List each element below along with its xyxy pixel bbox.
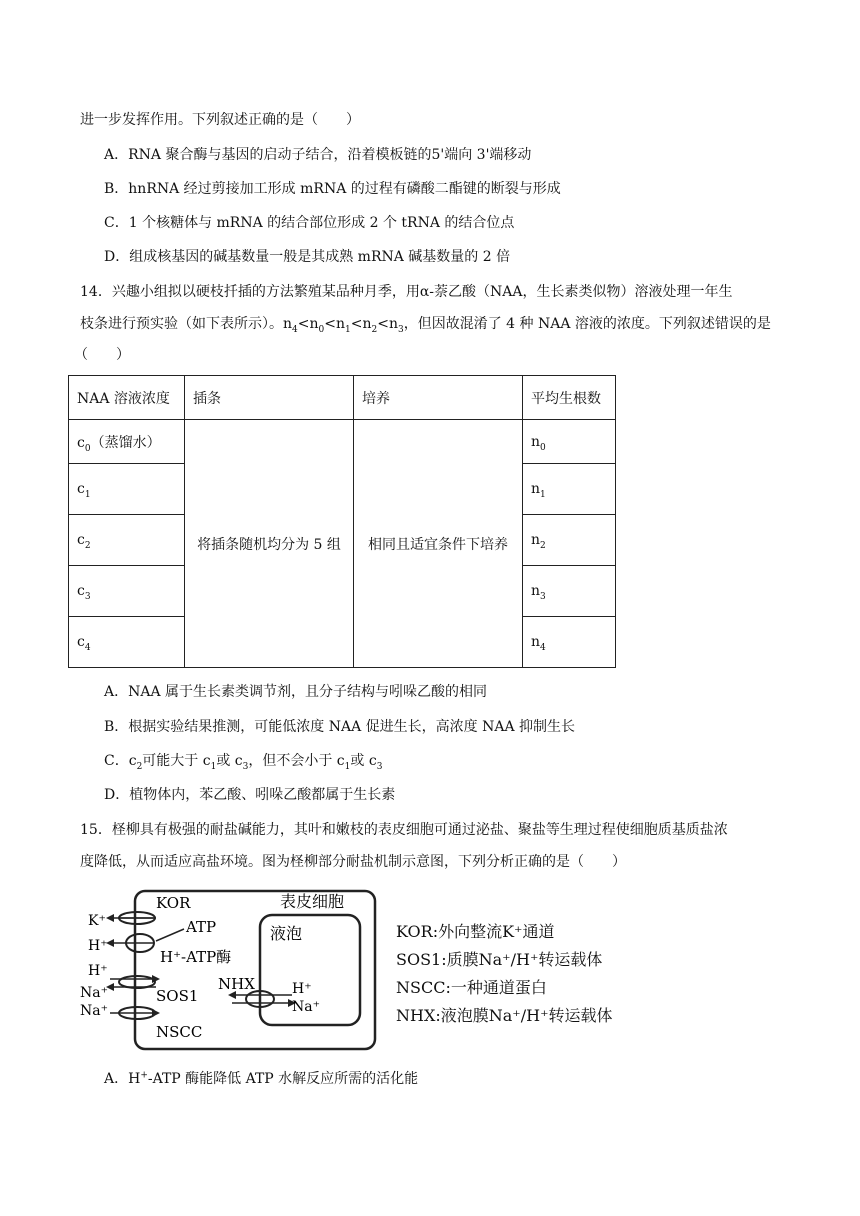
h-ion-label-2: H⁺ [88, 963, 108, 979]
cell-concentration: $c_1$ [69, 464, 185, 515]
atpase-label: H⁺-ATP酶 [160, 948, 232, 966]
legend-nhx: NHX:液泡膜Na⁺/H⁺转运载体 [396, 1006, 613, 1025]
sos1-label: SOS1 [156, 987, 199, 1005]
cell-root-count: $n_1$ [523, 464, 616, 515]
cell-concentration: $c_2$ [69, 515, 185, 566]
q14-stem-line2: 枝条进行预实验（如下表所示）。$n_4<n_0<n_1<n_2<n_3$，但因故混淆了 4 种 NAA 溶液的浓度。下列叙述错误的是 [80, 316, 771, 335]
q14-experiment-table [68, 375, 616, 668]
q14-stem-line1: 14．兴趣小组拟以硬枝扦插的方法繁殖某品种月季，用α-萘乙酸（NAA，生长素类似物）溶液处理一年生 [80, 284, 733, 300]
q13-option-c: C．1 个核糖体与 mRNA 的结合部位形成 2 个 tRNA 的结合位点 [104, 215, 515, 231]
q14-stem-line3: （ ） [74, 347, 130, 363]
q13-option-b: B．hnRNA 经过剪接加工形成 mRNA 的过程有磷酸二酯键的断裂与形成 [104, 181, 561, 197]
cell-concentration: $c_4$ [69, 617, 185, 668]
vacuole-na-label: Na⁺ [292, 999, 320, 1015]
k-ion-label: K⁺ [88, 913, 106, 929]
cell-root-count: $n_3$ [523, 566, 616, 617]
cell-grouping: 将插条随机均分为 5 组 [185, 420, 354, 668]
q13-stem-tail: 进一步发挥作用。下列叙述正确的是（ ） [80, 112, 360, 128]
cell-label: 表皮细胞 [280, 892, 345, 911]
diagram-legend [396, 918, 613, 1030]
cell-root-count: $n_2$ [523, 515, 616, 566]
cell-concentration: $c_0$（蒸馏水） [69, 420, 185, 464]
cell-concentration: $c_3$ [69, 566, 185, 617]
header-root-count: 平均生根数 [523, 376, 616, 420]
vacuole-h-label: H⁺ [292, 981, 312, 997]
cell-root-count: $n_0$ [523, 420, 616, 464]
q15-stem-line1: 15．柽柳具有极强的耐盐碱能力，其叶和嫩枝的表皮细胞可通过泌盐、聚盐等生理过程使细胞质基质盐浓 [80, 822, 728, 838]
q15-option-a: A．H+-ATP 酶能降低 ATP 水解反应所需的活化能 [104, 1070, 419, 1087]
cell-culture: 相同且适宜条件下培养 [354, 420, 523, 668]
header-culture: 培养 [354, 376, 523, 420]
legend-nscc: NSCC:一种通道蛋白 [396, 978, 547, 997]
q14-option-d: D．植物体内，苯乙酸、吲哚乙酸都属于生长素 [104, 787, 396, 803]
header-concentration: NAA 溶液浓度 [69, 376, 185, 420]
header-cutting: 插条 [185, 376, 354, 420]
nhx-label: NHX [218, 975, 255, 993]
salt-tolerance-diagram [80, 885, 380, 1055]
atp-label: ATP [186, 918, 217, 936]
table-row [69, 420, 616, 464]
q14-option-c: C．$c_2$可能大于 $c_1$或 $c_3$，但不会小于 $c_1$或 $c_3$ [104, 753, 383, 772]
vacuole-label: 液泡 [270, 924, 303, 943]
q13-option-d: D．组成核基因的碱基数量一般是其成熟 mRNA 碱基数量的 2 倍 [104, 249, 511, 265]
na-ion-label: Na⁺ [80, 985, 108, 1001]
q15-stem-line2: 度降低，从而适应高盐环境。图为柽柳部分耐盐机制示意图，下列分析正确的是（ ） [80, 854, 626, 870]
nscc-label: NSCC [156, 1023, 203, 1041]
q14-option-a: A．NAA 属于生长素类调节剂，且分子结构与吲哚乙酸的相同 [104, 684, 488, 700]
legend-kor: KOR:外向整流K⁺通道 [396, 922, 555, 941]
h-ion-label: H⁺ [88, 938, 108, 954]
q14-option-b: B．根据实验结果推测，可能低浓度 NAA 促进生长，高浓度 NAA 抑制生长 [104, 719, 576, 735]
kor-label: KOR [156, 894, 191, 912]
na-ion-label-2: Na⁺ [80, 1003, 108, 1019]
legend-sos1: SOS1:质膜Na⁺/H⁺转运载体 [396, 950, 603, 969]
sos1-carrier [119, 976, 155, 988]
q13-option-a: A．RNA 聚合酶与基因的启动子结合，沿着模板链的5'端向 3'端移动 [104, 147, 532, 163]
table-header-row [69, 376, 616, 420]
cell-root-count: $n_4$ [523, 617, 616, 668]
